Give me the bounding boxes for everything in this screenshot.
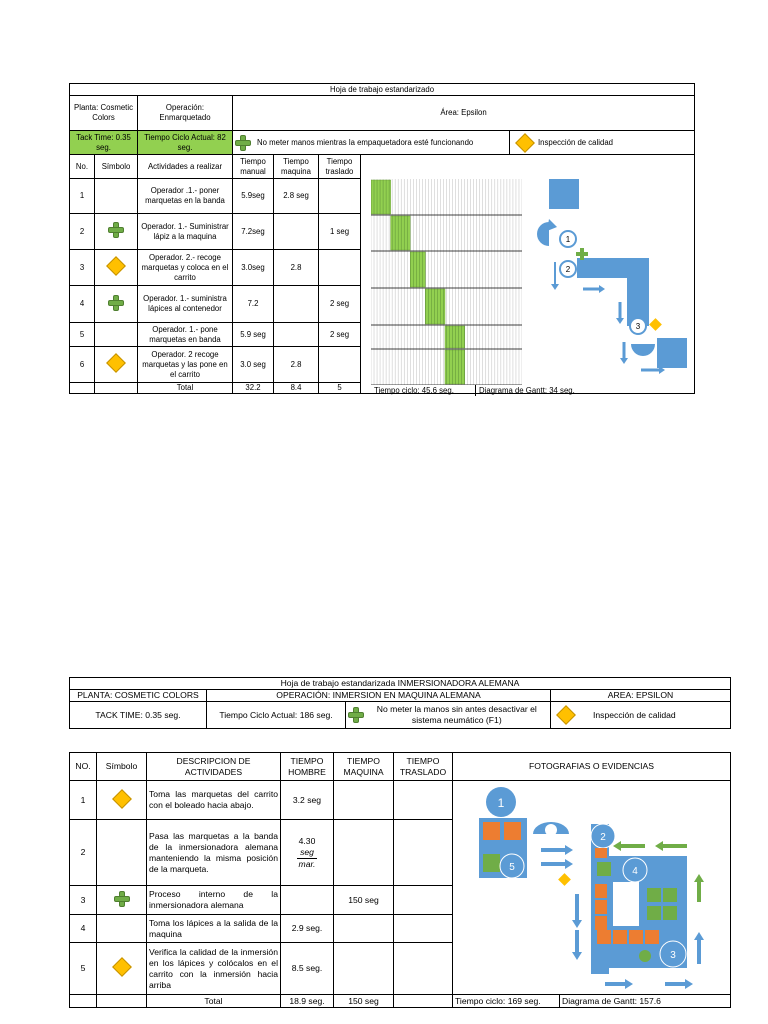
- row-number: 2: [70, 214, 95, 250]
- machine-time: [274, 214, 319, 250]
- operator-2-icon: [631, 344, 655, 356]
- header-symbol: Símbolo: [95, 155, 138, 179]
- total-man: 18.9 seg.: [281, 995, 334, 1008]
- tack-time: TACK TIME: 0.35 seg.: [70, 702, 207, 729]
- arrow-head: [620, 358, 628, 364]
- manual-time: 5.9 seg: [233, 323, 274, 347]
- header-symbol: Símbolo: [97, 753, 147, 781]
- row-number: 5: [70, 323, 95, 347]
- arrow-head: [616, 318, 624, 324]
- cycle-total-1: Tiempo ciclo: 45.6 seg.: [374, 386, 454, 395]
- tray-orange: [595, 900, 607, 914]
- symbol-cell: [97, 781, 147, 820]
- tray-green: [597, 862, 611, 876]
- operation-label: Operación: Enmarquetado: [138, 96, 233, 131]
- transfer-time: 1 seg: [319, 214, 361, 250]
- marker-label: 3: [670, 950, 676, 961]
- gantt-chart: [371, 179, 522, 385]
- operator-eye: [545, 824, 557, 836]
- machine-time: 2.8 seg: [274, 179, 319, 214]
- arrow-head: [625, 979, 633, 989]
- man-time: [281, 886, 334, 915]
- row-number: 3: [70, 250, 95, 286]
- safety-cross-icon: [235, 135, 251, 151]
- machine-time: [334, 943, 394, 995]
- row-number: 2: [70, 820, 97, 886]
- header-transfer-time: Tiempo traslado: [319, 155, 361, 179]
- transfer-time: [394, 781, 453, 820]
- transfer-time: 2 seg: [319, 286, 361, 323]
- total-empty-cell: [70, 383, 95, 394]
- operator-1-icon: [537, 222, 549, 246]
- header-manual-time: Tiempo manual: [233, 155, 274, 179]
- marker-label: 1: [565, 235, 571, 244]
- symbol-cell: [97, 915, 147, 943]
- header-photos: FOTOGRAFIAS O EVIDENCIAS: [453, 753, 731, 781]
- total-empty-cell: [394, 995, 453, 1008]
- total-empty-cell: [95, 383, 138, 394]
- transfer-time: 2 seg: [319, 323, 361, 347]
- safety-note-text: No meter la manos sin antes desactivar el sistema neumático (F1): [376, 704, 537, 725]
- machine-time: [334, 781, 394, 820]
- manual-time: 3.0seg: [233, 250, 274, 286]
- man-time: 3.2 seg: [281, 781, 334, 820]
- cross-icon: [576, 252, 588, 256]
- total-machine: 150 seg: [334, 995, 394, 1008]
- total-machine: 8.4: [274, 383, 319, 394]
- area-label: Área: Epsilon: [233, 96, 695, 131]
- arrow-head: [565, 845, 573, 855]
- marker-label: 2: [600, 832, 606, 843]
- safety-note: [348, 704, 548, 726]
- transfer-time: [319, 347, 361, 383]
- tray-orange: [613, 930, 627, 944]
- quality-diamond-icon: [515, 133, 535, 153]
- operation-cross-icon: [114, 891, 130, 907]
- activity-text: Verifica la calidad de la inmersión en los lápices y colócalos en el carrito con la inmersión hacia arriba: [147, 943, 281, 995]
- manual-time: 7.2: [233, 286, 274, 323]
- plant-label: Planta: Cosmetic Colors: [70, 96, 138, 131]
- row-number: 5: [70, 943, 97, 995]
- symbol-cell: [95, 286, 138, 323]
- conveyor-band: [627, 258, 649, 326]
- total-empty-cell: [70, 995, 97, 1008]
- arrow-head: [599, 285, 605, 293]
- activity-text: Operador .1.- poner marquetas en la banda: [138, 179, 233, 214]
- total-empty-cell: [97, 995, 147, 1008]
- symbol-cell: [95, 214, 138, 250]
- tray-green: [663, 888, 677, 902]
- quality-diamond-icon: [112, 789, 132, 809]
- quality-legend-text: Inspección de calidad: [538, 137, 613, 147]
- layout-diagram: [527, 172, 693, 384]
- activity-text: Operador. 2 recoge marquetas y las pone en el carrito: [138, 347, 233, 383]
- sheet-title: Hoja de trabajo estandarizado: [70, 84, 695, 96]
- safety-note: [235, 135, 507, 151]
- activity-text: Pasa las marquetas a la banda de la inmersionadora alemana manteniendo la misma posición de la marqueta.: [147, 820, 281, 886]
- header-activities: Actividades a realizar: [138, 155, 233, 179]
- quality-diamond-icon: [649, 318, 662, 331]
- arrow-head: [551, 284, 559, 290]
- header-machine-time: TIEMPO MAQUINA: [334, 753, 394, 781]
- quality-legend: [512, 136, 692, 150]
- row-number: 1: [70, 179, 95, 214]
- activity-text: Toma los lápices a la salida de la maquina: [147, 915, 281, 943]
- header-machine-time: Tiempo maquina: [274, 155, 319, 179]
- activity-text: Toma las marquetas del carrito con el boleado hacia abajo.: [147, 781, 281, 820]
- man-time: 2.9 seg.: [281, 915, 334, 943]
- arrow-icon: [547, 219, 557, 231]
- tray-orange: [595, 916, 607, 930]
- total-transfer: 5: [319, 383, 361, 394]
- header-no: NO.: [70, 753, 97, 781]
- machine-time: [274, 323, 319, 347]
- row-number: 6: [70, 347, 95, 383]
- arrow-head: [565, 859, 573, 869]
- tray-orange: [595, 884, 607, 898]
- quality-diamond-icon: [106, 353, 126, 373]
- tray-orange: [597, 930, 611, 944]
- row-number: 3: [70, 886, 97, 915]
- fraction-num: seg: [297, 847, 317, 859]
- manual-time: 5.9seg: [233, 179, 274, 214]
- quality-diamond-icon: [558, 873, 571, 886]
- symbol-cell: [97, 886, 147, 915]
- machine-time: [334, 820, 394, 886]
- station-box: [657, 338, 687, 368]
- quality-diamond-icon: [112, 957, 132, 977]
- safety-cross-icon: [348, 707, 360, 723]
- marker-label: 2: [565, 265, 571, 274]
- tray-orange: [629, 930, 643, 944]
- machine-time: 2.8: [274, 347, 319, 383]
- quality-diamond-icon: [556, 705, 576, 725]
- green-marker: [639, 950, 651, 962]
- tray-green: [647, 888, 661, 902]
- quality-diamond-icon: [106, 256, 126, 276]
- symbol-cell: [95, 347, 138, 383]
- tray-orange: [504, 822, 521, 840]
- tray-green: [647, 906, 661, 920]
- transfer-time: [394, 820, 453, 886]
- manual-time: 3.0 seg: [233, 347, 274, 383]
- symbol-cell: [97, 820, 147, 886]
- row-number: 4: [70, 915, 97, 943]
- plant-label: PLANTA: COSMETIC COLORS: [70, 690, 207, 702]
- cycle-time: Tiempo Ciclo Actual: 186 seg.: [207, 702, 346, 729]
- row-number: 1: [70, 781, 97, 820]
- activity-text: Operador. 1.- suministra lápices al contenedor: [138, 286, 233, 323]
- header-man-time: TIEMPO HOMBRE: [281, 753, 334, 781]
- area-label: AREA: EPSILON: [551, 690, 731, 702]
- transfer-time: [394, 886, 453, 915]
- transfer-time: [319, 250, 361, 286]
- arrow-head: [572, 952, 582, 960]
- symbol-cell: [95, 250, 138, 286]
- cycle-total-2: Tiempo ciclo: 169 seg.: [453, 995, 560, 1008]
- fraction-den: mar.: [298, 858, 316, 869]
- operation-label: OPERACIÓN: INMERSION EN MAQUINA ALEMANA: [207, 690, 551, 702]
- header-transfer-time: TIEMPO TRASLADO: [394, 753, 453, 781]
- gantt-total-1: Diagrama de Gantt: 34 seg.: [479, 386, 575, 395]
- gantt-total-2: Diagrama de Gantt: 157.6: [560, 995, 731, 1008]
- machine-window: [613, 882, 639, 926]
- header-description: DESCRIPCION DE ACTIVIDADES: [147, 753, 281, 781]
- activity-text: Proceso interno de la inmersionadora alemana: [147, 886, 281, 915]
- tray-orange: [483, 822, 500, 840]
- divider: [475, 385, 476, 396]
- tray-green: [663, 906, 677, 920]
- tray-orange: [595, 848, 607, 858]
- tray-green: [483, 854, 500, 872]
- activity-text: Operador. 1.- pone marquetas en banda: [138, 323, 233, 347]
- gantt-bar: [410, 252, 425, 287]
- arrow-head: [613, 841, 621, 851]
- marker-label: 3: [635, 322, 641, 331]
- man-time-fraction: [281, 820, 334, 886]
- arrow-head: [655, 841, 663, 851]
- header-no: No.: [70, 155, 95, 179]
- man-time-value: 4.30: [298, 835, 316, 846]
- machine-time: 2.8: [274, 250, 319, 286]
- machine-time: 150 seg: [334, 886, 394, 915]
- tack-time: Tack Time: 0.35 seg.: [70, 131, 138, 155]
- total-label: Total: [138, 383, 233, 394]
- man-time: 8.5 seg.: [281, 943, 334, 995]
- arrow-head: [694, 932, 704, 940]
- machine-time: [334, 915, 394, 943]
- cycle-time: Tiempo Ciclo Actual: 82 seg.: [138, 131, 233, 155]
- row-number: 4: [70, 286, 95, 323]
- transfer-time: [394, 943, 453, 995]
- symbol-cell: [95, 179, 138, 214]
- quality-legend: [553, 708, 728, 722]
- arrow-head: [685, 979, 693, 989]
- activity-text: Operador. 1.- Suministrar lápiz a la maquina: [138, 214, 233, 250]
- machine-time: [274, 286, 319, 323]
- sheet-title: Hoja de trabajo estandarizada INMERSIONADORA ALEMANA: [70, 678, 731, 690]
- operation-cross-icon: [108, 222, 124, 238]
- operation-cross-icon: [108, 295, 124, 311]
- marker-label: 4: [632, 866, 638, 877]
- total-manual: 32.2: [233, 383, 274, 394]
- total-label: Total: [147, 995, 281, 1008]
- manual-time: 7.2seg: [233, 214, 274, 250]
- activity-text: Operador. 2.- recoge marquetas y coloca en el carrito: [138, 250, 233, 286]
- transfer-time: [319, 179, 361, 214]
- standard-work-sheet-2-header: [69, 677, 731, 729]
- transfer-time: [394, 915, 453, 943]
- fraction: [297, 847, 317, 870]
- tray-orange: [645, 930, 659, 944]
- marker-label: 1: [497, 796, 505, 810]
- evidence-layout-diagram: [461, 784, 727, 994]
- arrow-head: [572, 920, 582, 928]
- symbol-cell: [97, 943, 147, 995]
- station-box: [549, 179, 579, 209]
- symbol-cell: [95, 323, 138, 347]
- safety-note-text: No meter manos mientras la empaquetadora esté funcionando: [257, 137, 474, 147]
- quality-legend-text: Inspección de calidad: [593, 709, 676, 720]
- arrow-head: [694, 874, 704, 882]
- marker-label: 5: [509, 862, 515, 873]
